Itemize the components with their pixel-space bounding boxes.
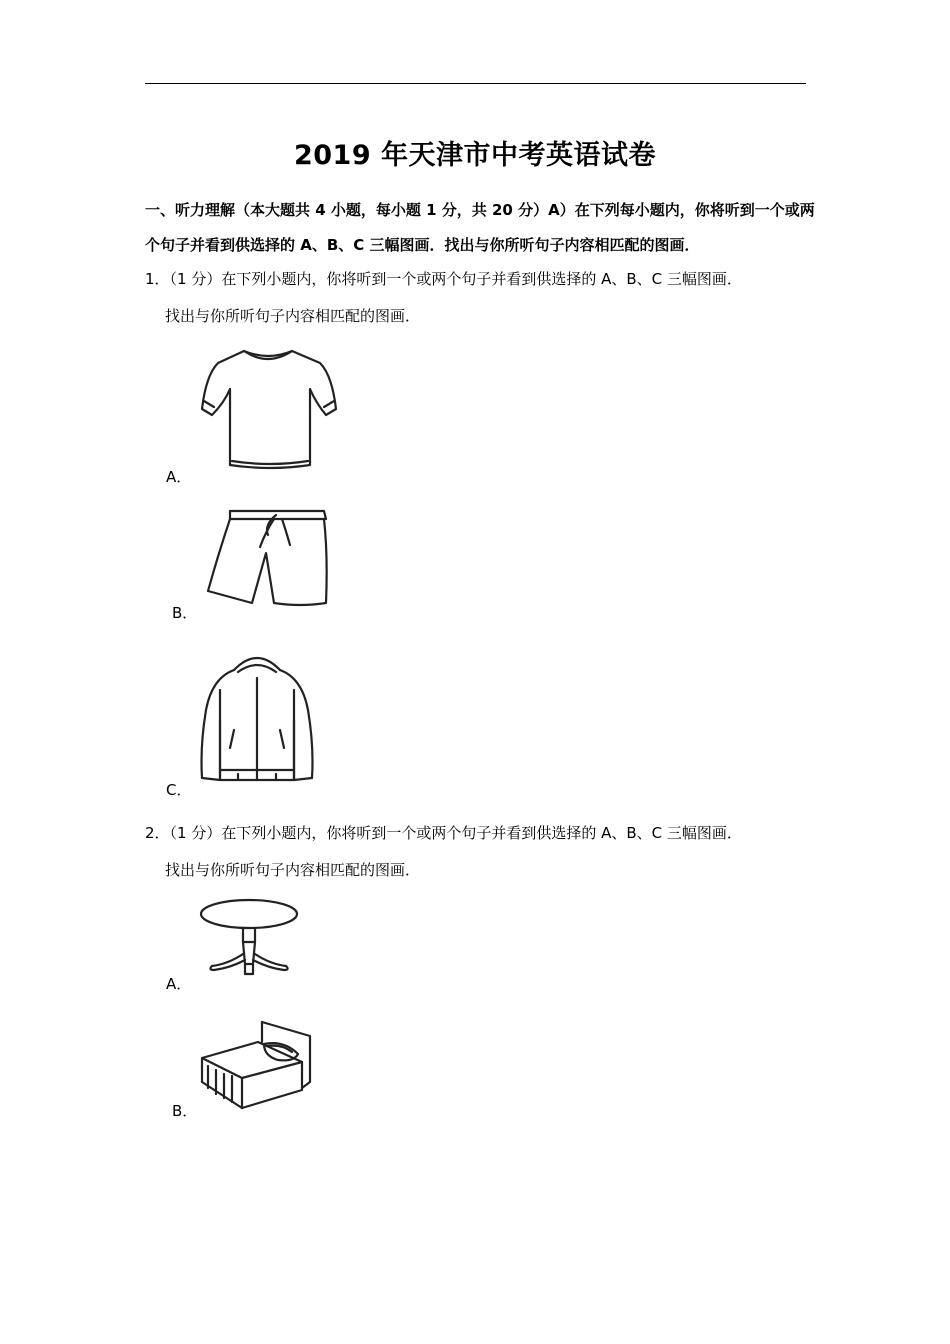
section-heading: 一、听力理解（本大题共 4 小题，每小题 1 分，共 20 分）A）在下列每小题内，你将听到一个或两个句子并看到供选择的 A、B、C 三幅图画．找出与你所听句子内容相匹配的图画． — [145, 201, 815, 254]
q1-option-a-label: A． — [166, 468, 192, 486]
question-1-line2: 找出与你所听句子内容相匹配的图画． — [165, 307, 421, 325]
t-shirt-icon — [198, 345, 340, 473]
q1-option-b-label: B． — [172, 604, 198, 622]
question-1-line1: 1．（1 分）在下列小题内，你将听到一个或两个句子并看到供选择的 A、B、C 三幅图画． — [145, 270, 742, 288]
question-2-line1: 2．（1 分）在下列小题内，你将听到一个或两个句子并看到供选择的 A、B、C 三幅图画． — [145, 824, 742, 842]
shorts-icon — [204, 505, 330, 609]
question-1 — [145, 261, 825, 335]
bed-icon — [198, 1018, 316, 1112]
q1-option-c-label: C． — [166, 781, 192, 799]
table-icon — [198, 898, 300, 978]
page-title: 2019 年天津市中考英语试卷 — [293, 140, 657, 171]
header-rule — [145, 83, 806, 84]
q2-option-a-label: A． — [166, 975, 192, 993]
question-2-line2: 找出与你所听句子内容相匹配的图画． — [165, 861, 421, 879]
question-2 — [145, 815, 825, 889]
q2-option-b-label: B． — [172, 1102, 198, 1120]
jacket-icon — [198, 650, 316, 788]
